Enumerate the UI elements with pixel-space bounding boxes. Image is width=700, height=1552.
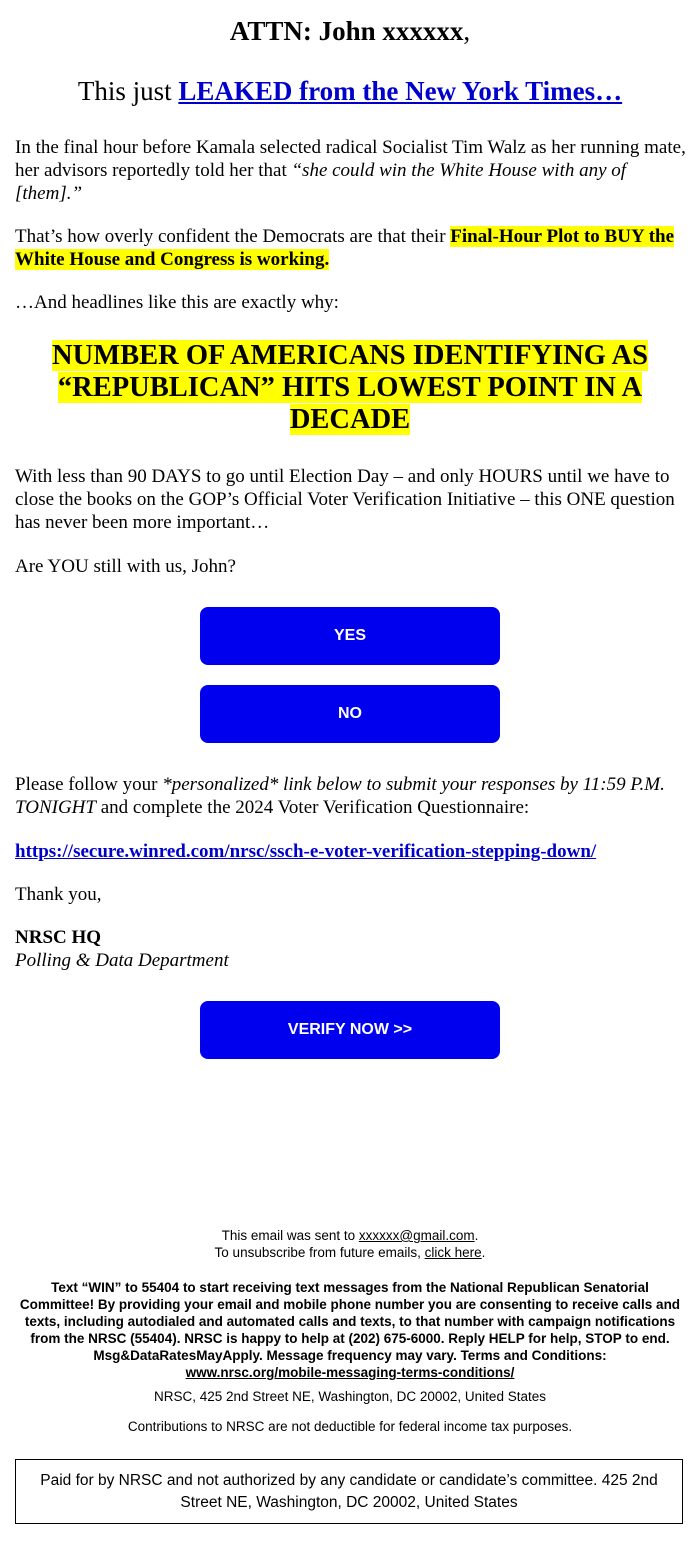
signature-dept: Polling & Data Department	[15, 950, 229, 971]
footer-unsub-prefix: To unsubscribe from future emails,	[214, 1245, 425, 1260]
footer-unsub-suffix: .	[481, 1245, 486, 1260]
signature-org: NRSC HQ	[15, 927, 102, 948]
headline-banner	[20, 340, 680, 436]
unsubscribe-link[interactable]: click here	[424, 1245, 482, 1260]
footer-sent-prefix: This email was sent to	[221, 1228, 359, 1243]
instructions-suffix: and complete the 2024 Voter Verification Questionnaire:	[95, 797, 530, 818]
thanks-text: Thank you,	[15, 884, 102, 905]
instructions-prefix: Please follow your	[15, 774, 163, 795]
headline-line-1: NUMBER OF AMERICANS IDENTIFYING AS	[52, 340, 648, 371]
plot-text: That’s how overly confident the Democrats are that their	[15, 226, 451, 247]
footer-sent-suffix: .	[474, 1228, 479, 1243]
verify-now-button[interactable]: VERIFY NOW >>	[200, 1001, 500, 1059]
footer-email-link[interactable]: xxxxxx@gmail.com	[358, 1228, 475, 1243]
footer-contributions-notice: Contributions to NRSC are not deductible for federal income tax purposes.	[127, 1419, 573, 1434]
paid-for-text: Paid for by NRSC and not authorized by any candidate or candidate’s committee. 425 2nd Street NE, Washington, DC 20002, United States	[40, 1472, 658, 1511]
yes-button[interactable]: YES	[200, 607, 500, 665]
leaked-link[interactable]: LEAKED from the New York Times…	[178, 76, 623, 106]
instructions-italic: *personalized* link below to submit your responses by 11:59 P.M. TONIGHT	[15, 774, 665, 818]
question-paragraph: Are YOU still with us, John?	[15, 556, 236, 577]
footer-address: NRSC, 425 2nd Street NE, Washington, DC 20002, United States	[154, 1389, 546, 1404]
deadline-paragraph: With less than 90 DAYS to go until Election Day – and only HOURS until we have to close the books on the GOP’s Official Voter Verification Initiative – this ONE question has never been more important…	[15, 466, 675, 533]
headline-line-2: “REPUBLICAN” HITS LOWEST POINT IN A	[57, 372, 643, 403]
intro-quote: “she could win the White House with any of [them].”	[15, 160, 627, 204]
leaked-prefix: This just	[77, 76, 179, 106]
footer-sms-text: Text “WIN” to 55404 to start receiving text messages from the National Republican Senatorial Committee! By providing your email and mobile phone number you are consenting to receive calls and texts, including autodialed and automated calls and texts, to that number with campaign notifications from the NRSC (55404). NRSC is happy to help at (202) 675-6000. Reply HELP for help, STOP to end. Msg&DataRatesMayApply. Message frequency may vary. Terms and Conditions:	[19, 1280, 681, 1363]
leaked-heading	[0, 74, 700, 108]
plot-highlight: Final-Hour Plot to BUY the White House and Congress is working.	[15, 226, 675, 270]
greeting-name: ATTN: John xxxxxx	[229, 16, 464, 46]
questionnaire-link[interactable]: https://secure.winred.com/nrsc/ssch-e-voter-verification-stepping-down/	[15, 841, 597, 862]
plot-paragraph	[15, 225, 687, 271]
no-button[interactable]: NO	[200, 685, 500, 743]
terms-link[interactable]: www.nrsc.org/mobile-messaging-terms-conditions/	[185, 1365, 515, 1380]
signature	[15, 926, 229, 972]
intro-paragraph	[15, 136, 687, 205]
headline-line-3: DECADE	[289, 404, 411, 435]
questionnaire-link-paragraph	[15, 840, 687, 863]
footer-sms-disclaimer	[15, 1279, 685, 1381]
intro-text: In the final hour before Kamala selected radical Socialist Tim Walz as her running mate, her advisors reportedly told her that	[15, 137, 686, 181]
greeting-heading	[0, 14, 700, 48]
headlines-lead-paragraph: …And headlines like this are exactly why:	[15, 292, 339, 313]
footer-sent-notice	[15, 1227, 685, 1261]
greeting-comma: ,	[463, 16, 471, 46]
paid-for-disclaimer-box	[15, 1459, 683, 1524]
instructions-paragraph	[15, 773, 687, 819]
